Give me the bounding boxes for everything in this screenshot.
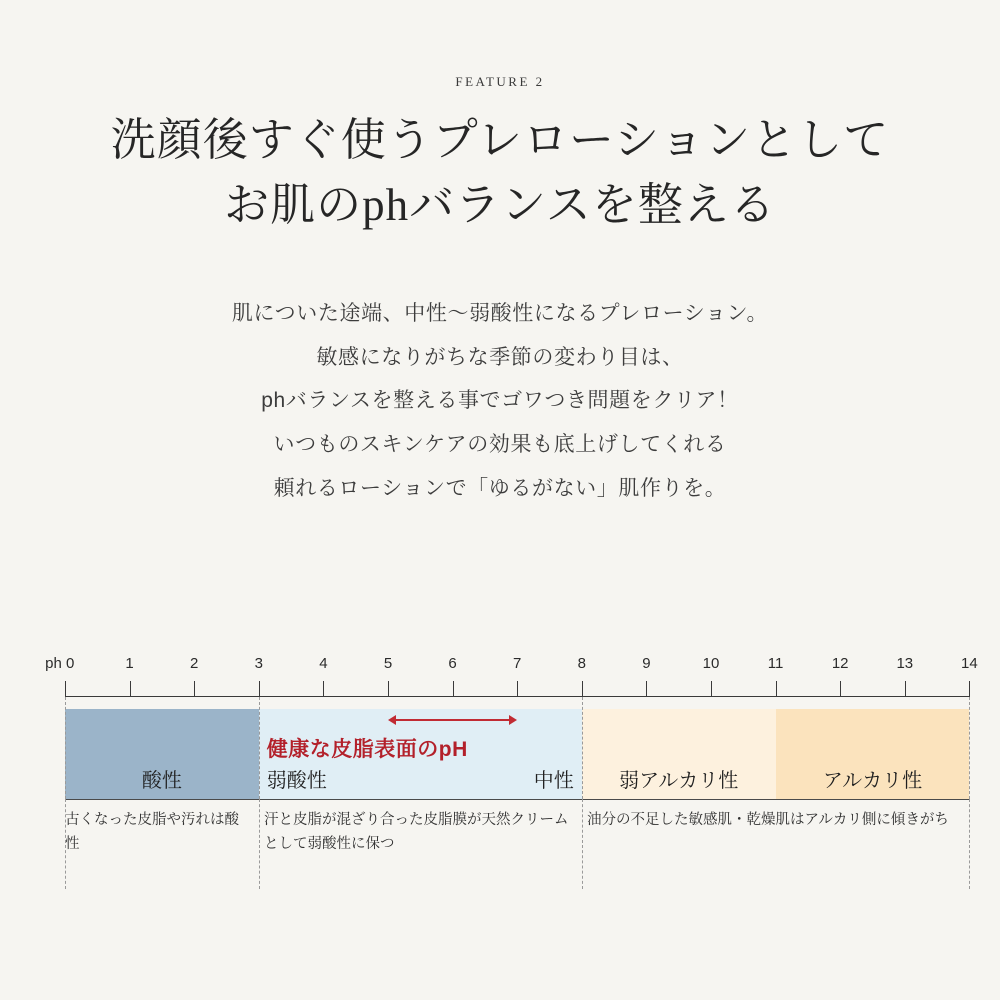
axis-tick-label-4: 4 — [319, 655, 328, 672]
note-sep-0 — [65, 799, 66, 889]
healthy-range-arrow — [388, 715, 517, 725]
note-sep-1 — [259, 799, 260, 889]
notes-divider — [65, 799, 970, 800]
axis-tick-label-12: 12 — [831, 655, 849, 672]
ph-axis — [30, 655, 978, 697]
note-weak-alkaline: 油分の不足した敏感肌・乾燥肌はアルカリ側に傾きがち — [587, 812, 949, 828]
band-weak-alkaline — [582, 709, 776, 799]
note-acidic: 古くなった皮脂や汚れは酸性 — [65, 812, 239, 852]
axis-tick-0 — [65, 681, 66, 697]
band-neutral-label: 中性 — [533, 770, 574, 792]
axis-tick-label-10: 10 — [702, 655, 720, 672]
axis-tick-label-7: 7 — [513, 655, 522, 672]
axis-tick-label-13: 13 — [896, 655, 914, 672]
axis-tick-2 — [194, 681, 195, 697]
page-title — [0, 108, 1000, 239]
band-alkaline-label: アルカリ性 — [822, 770, 923, 792]
band-sep-8 — [582, 697, 583, 799]
axis-tick-label-9: 9 — [642, 655, 651, 672]
band-acidic-label: 酸性 — [141, 770, 182, 792]
band-weak-acidic-neutral — [259, 709, 582, 799]
axis-tick-1 — [130, 681, 131, 697]
note-sep-3 — [969, 799, 970, 889]
axis-tick-3 — [259, 681, 260, 697]
axis-tick-12 — [840, 681, 841, 697]
body-line-5: 頼れるローションで「ゆるがない」肌作りを。 — [273, 476, 727, 500]
body-line-1: 肌についた途端、中性〜弱酸性になるプレローション。 — [231, 302, 769, 325]
band-weak-acidic-label: 弱酸性 — [266, 770, 327, 792]
axis-tick-label-8: 8 — [577, 655, 586, 672]
arrow-line — [394, 719, 511, 721]
healthy-ph-title: 健康な皮脂表面のpH — [266, 738, 468, 761]
body-line-2: 敏感になりがちな季節の変わり目は、 — [316, 345, 684, 369]
band-acidic — [65, 709, 259, 799]
axis-tick-label-3: 3 — [254, 655, 263, 672]
body-line-4: いつものスキンケアの効果も底上げしてくれる — [273, 433, 727, 457]
axis-tick-label-6: 6 — [448, 655, 457, 672]
axis-tick-6 — [453, 681, 454, 697]
axis-tick-label-11: 11 — [767, 655, 784, 672]
headline-line-1: 洗顔後すぐ使うプレローションとして — [110, 115, 890, 165]
axis-tick-label-0: ph 0 — [45, 655, 75, 672]
axis-tick-7 — [517, 681, 518, 697]
body-line-3: phバランスを整える事でゴワつき問題をクリア！ — [261, 389, 739, 413]
axis-tick-label-5: 5 — [383, 655, 393, 672]
band-sep-14 — [969, 697, 970, 799]
axis-tick-label-14: 14 — [961, 655, 978, 672]
band-sep-3 — [259, 697, 260, 799]
axis-tick-4 — [323, 681, 324, 697]
feature-eyebrow: FEATURE 2 — [455, 74, 545, 89]
axis-tick-label-1: 1 — [125, 655, 134, 672]
note-sep-2 — [582, 799, 583, 889]
ph-bands — [30, 709, 970, 799]
note-weak-acidic: 汗と皮脂が混ざり合った皮脂膜が天然クリームとして弱酸性に保つ — [264, 812, 569, 852]
axis-tick-8 — [582, 681, 583, 697]
band-weak-alkaline-label: 弱アルカリ性 — [619, 770, 739, 792]
axis-tick-14 — [969, 681, 970, 697]
axis-tick-9 — [646, 681, 647, 697]
band-alkaline — [776, 709, 970, 799]
axis-tick-11 — [776, 681, 777, 697]
axis-tick-13 — [905, 681, 906, 697]
ph-scale-diagram — [30, 655, 978, 889]
ph-notes — [30, 799, 970, 889]
headline-line-2: お肌のphバランスを整える — [224, 180, 776, 231]
axis-tick-5 — [388, 681, 389, 697]
body-copy — [0, 292, 1000, 510]
arrow-head-right-icon — [509, 715, 517, 725]
axis-tick-10 — [711, 681, 712, 697]
axis-tick-label-2: 2 — [190, 655, 199, 672]
band-sep-0 — [65, 697, 66, 799]
